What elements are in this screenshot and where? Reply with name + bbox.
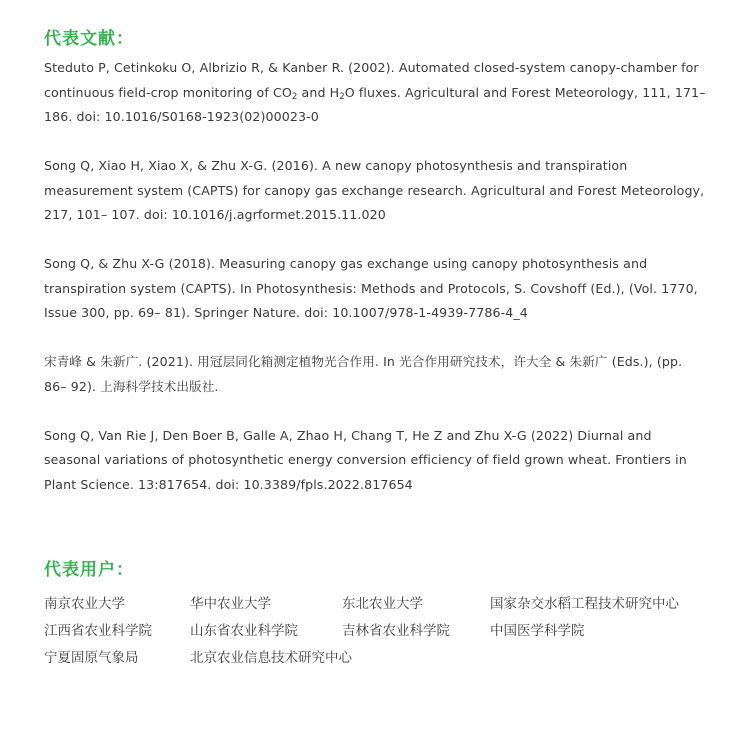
references-title: 代表文献： (44, 29, 134, 49)
user-item: 吉林省农业科学院 (342, 622, 450, 639)
reference-text-part: and H (297, 84, 340, 100)
user-item: 中国医学科学院 (490, 622, 585, 639)
users-row (44, 615, 708, 642)
user-item: 北京农业信息技术研究中心 (190, 649, 352, 666)
user-item: 宁夏固原气象局 (44, 649, 139, 666)
reference-item: Song Q, Van Rie J, Den Boer B, Galle A, Zhao H, Chang T, He Z and Zhu X-G (2022) Diurnal and seasonal variations of photosynthetic energy conversion efficiency of field grown wheat. Frontiers in Plant Science. 13:817654. doi: 10.3389/fpls.2022.817654 (44, 427, 687, 492)
user-item: 山东省农业科学院 (190, 622, 298, 639)
users-grid (44, 588, 708, 669)
user-item: 华中农业大学 (190, 595, 271, 612)
reference-item: Song Q, Xiao H, Xiao X, & Zhu X-G. (2016). A new canopy photosynthesis and transpiration measurement system (CAPTS) for canopy gas exchange research. Agricultural and Forest Meteorology, 217, 101– 107. doi: 10.1016/j.agrformet.2015.11.020 (44, 158, 705, 222)
users-row (44, 588, 708, 615)
reference-text-part: Steduto P, Cetinkoku O, Albrizio R, & Kanber R. (2002). Automated closed-system canopy-chamber for continuous field-crop monitoring of CO (44, 60, 699, 100)
user-item: 东北农业大学 (342, 595, 423, 612)
references-list (44, 56, 708, 522)
user-item: 江西省农业科学院 (44, 622, 152, 639)
reference-text-part: O fluxes. Agricultural and Forest Meteorology, 111, 171– 186. doi: 10.1016/S0168-1923(02)00023-0 (44, 84, 706, 124)
users-title: 代表用户： (44, 560, 134, 580)
user-item: 国家杂交水稻工程技术研究中心 (490, 595, 679, 612)
subscript: 2 (291, 91, 298, 102)
subscript: 2 (339, 91, 345, 102)
reference-item: Song Q, & Zhu X-G (2018). Measuring canopy gas exchange using canopy photosynthesis and transpiration system (CAPTS). In Photosynthesis: Methods and Protocols, S. Covshoff (Ed.), (Vol. 1770, Issue 300, pp. 69– 81). Springer Nature. doi: 10.1007/978-1-4939-7786-4_4 (44, 256, 698, 320)
users-row (44, 642, 708, 669)
reference-item (44, 56, 708, 130)
user-item: 南京农业大学 (44, 595, 125, 612)
reference-item: 宋青峰 & 朱新广. (2021). 用冠层同化箱测定植物光合作用. In 光合作用研究技术，许大全 & 朱新广 (Eds.), (pp. 86– 92). 上海科学技术出版社. (44, 354, 683, 394)
